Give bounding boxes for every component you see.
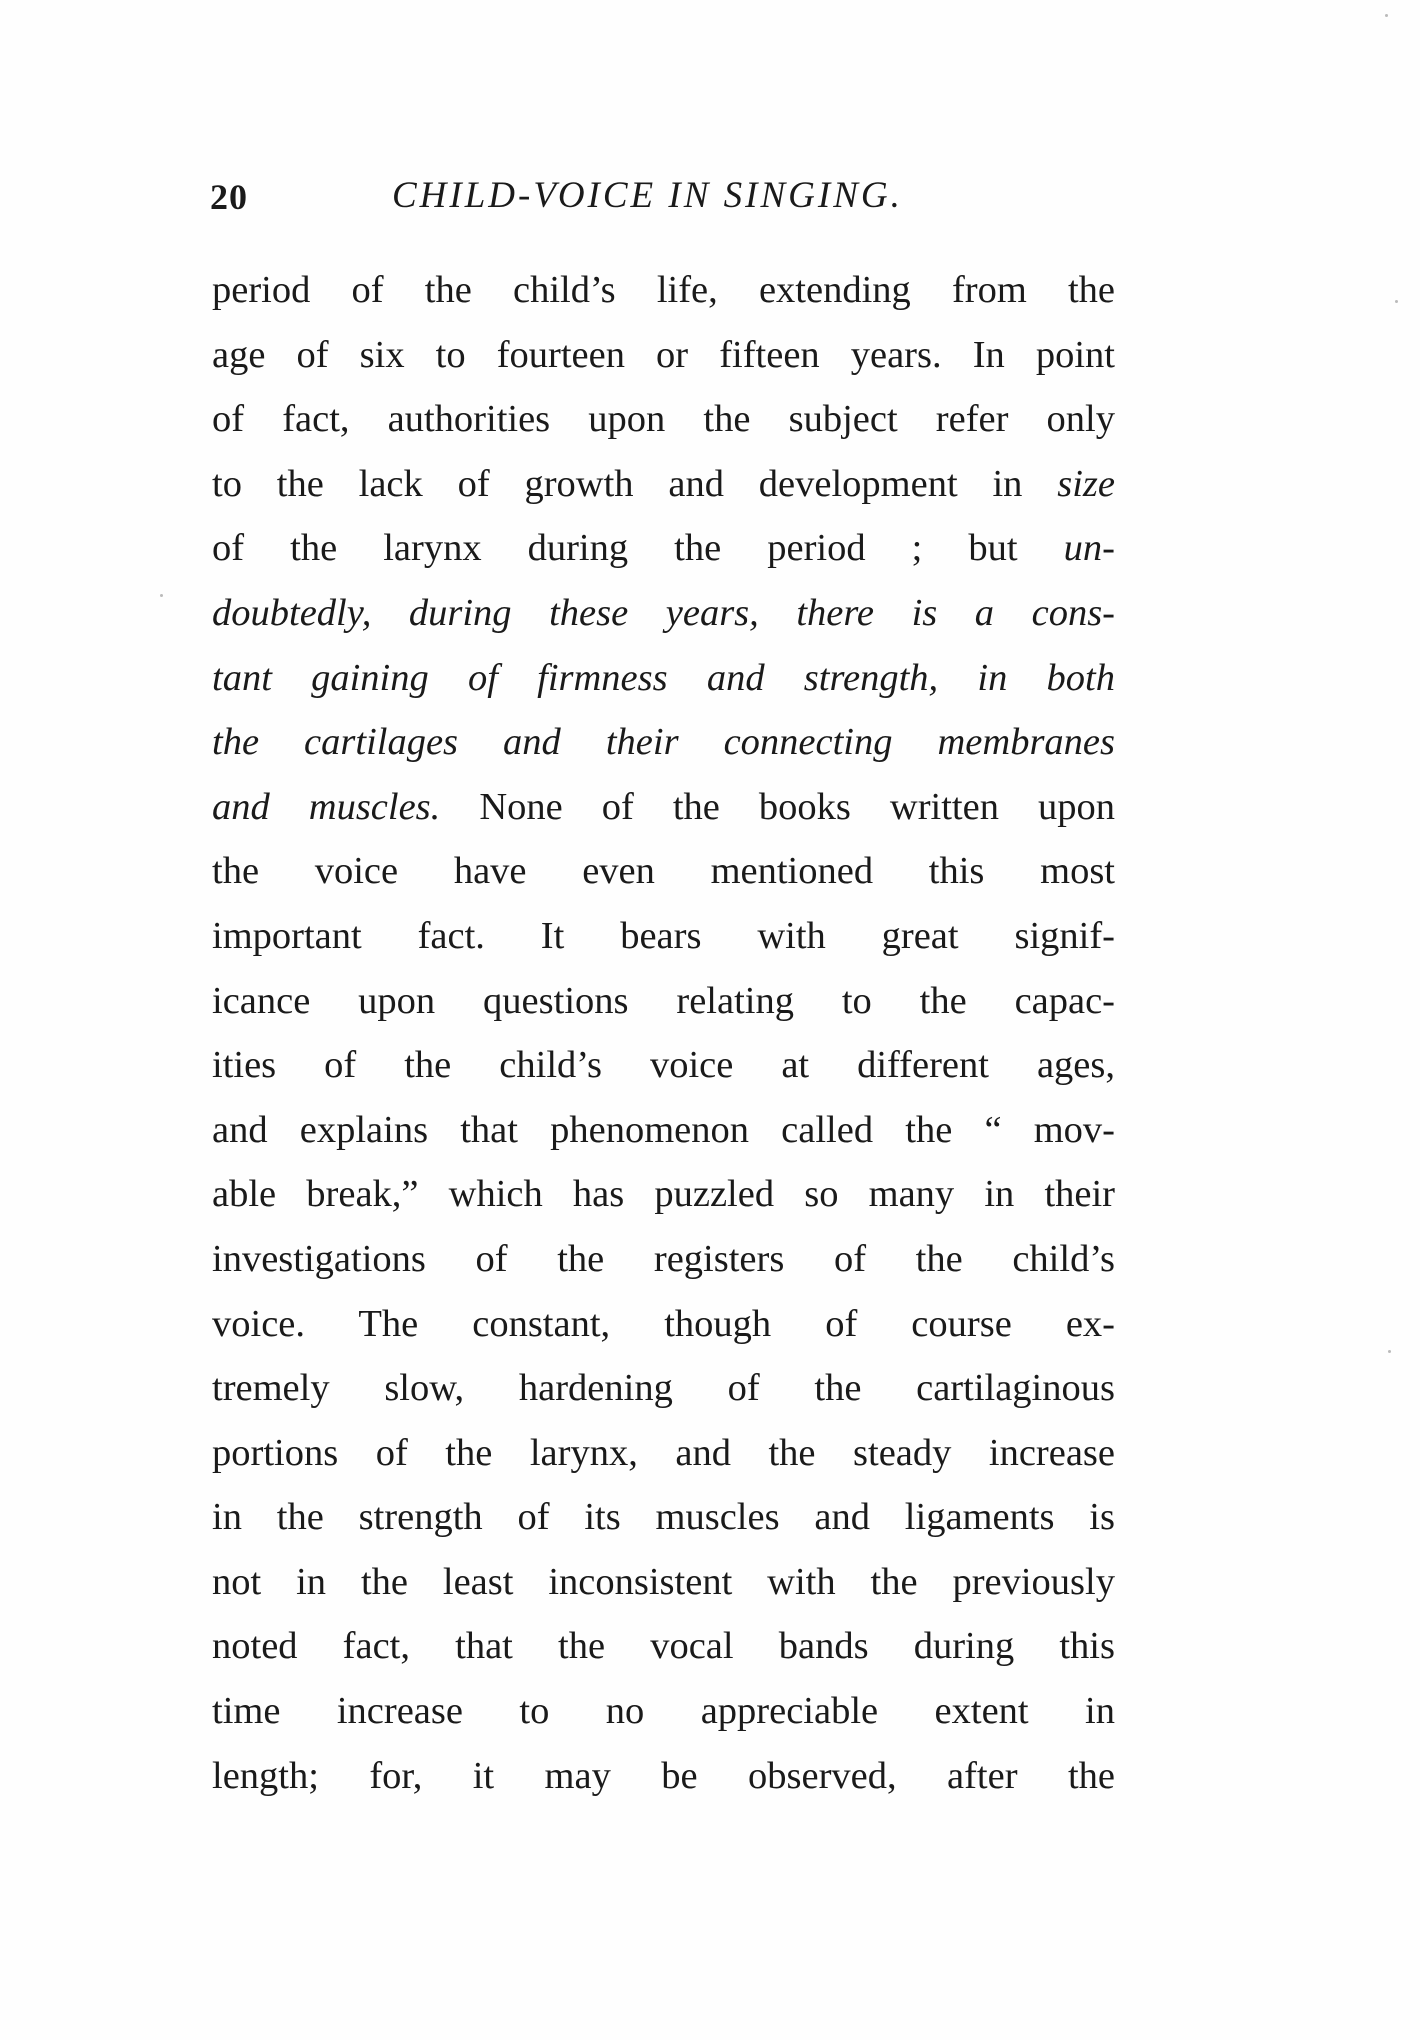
text-line: of the larynx during the period ; but un- <box>212 527 1115 570</box>
text-line: of fact, authorities upon the subject refer only <box>212 398 1115 441</box>
running-title: CHILD-VOICE IN SINGING. <box>392 175 903 216</box>
paper-speck <box>1388 1350 1391 1353</box>
text-line: voice. The constant, though of course ex- <box>212 1302 1115 1345</box>
paper-speck <box>1395 300 1398 303</box>
text-line-italic: doubtedly, during these years, there is a cons- <box>212 591 1115 634</box>
text-line: age of six to fourteen or fifteen years. In point <box>212 333 1115 376</box>
text-line: in the strength of its muscles and ligaments is <box>212 1496 1115 1539</box>
text-line: length; for, it may be observed, after the <box>212 1754 1115 1797</box>
emphasis: un- <box>1063 527 1115 570</box>
emphasis: size <box>1057 462 1115 505</box>
page-header <box>210 170 1130 230</box>
text-line: to the lack of growth and development in size <box>212 462 1115 505</box>
text-line: important fact. It bears with great signif- <box>212 914 1115 957</box>
text-line: able break,” which has puzzled so many in their <box>212 1173 1115 1216</box>
emphasis: and muscles. <box>212 785 441 828</box>
text-line: investigations of the registers of the child’s <box>212 1237 1115 1280</box>
text-line-italic: tant gaining of firmness and strength, in both <box>212 656 1115 699</box>
text-line: and explains that phenomenon called the “ mov- <box>212 1108 1115 1151</box>
text-line: tremely slow, hardening of the cartilaginous <box>212 1367 1115 1410</box>
text-line: time increase to no appreciable extent in <box>212 1690 1115 1733</box>
body-text <box>212 258 1115 1808</box>
text-line: period of the child’s life, extending from the <box>212 269 1115 311</box>
text-line: not in the least inconsistent with the previously <box>212 1560 1115 1603</box>
text-line-italic: the cartilages and their connecting membranes <box>212 721 1115 764</box>
text-line: icance upon questions relating to the capac- <box>212 979 1115 1022</box>
text-line: and muscles. None of the books written upon <box>212 785 1115 828</box>
text-line: ities of the child’s voice at different ages, <box>212 1044 1115 1087</box>
page-number: 20 <box>210 177 248 217</box>
text-line: the voice have even mentioned this most <box>212 850 1115 893</box>
text-line: noted fact, that the vocal bands during this <box>212 1625 1115 1668</box>
paper-speck <box>160 594 163 597</box>
paper-speck <box>1385 14 1388 17</box>
text-line: portions of the larynx, and the steady increase <box>212 1431 1115 1474</box>
